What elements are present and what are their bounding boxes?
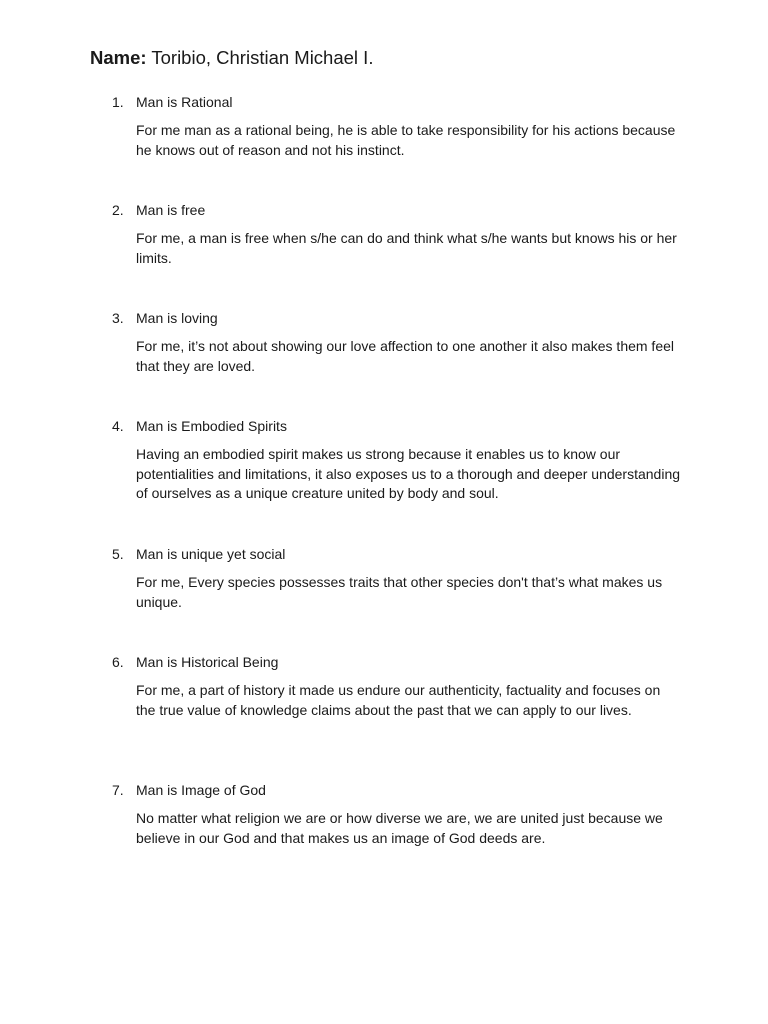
item-body: Having an embodied spirit makes us strong because it enables us to know our potentialities and limitations, it also exposes us to a thorough and deeper understanding of ourselves as a unique creature united by body and soul. [136,446,681,501]
list-item [0,92,768,200]
item-body: For me, it’s not about showing our love affection to one another it also makes them feel that they are loved. [136,338,675,374]
name-line [90,46,373,70]
list-item [0,544,768,652]
list-item [0,780,768,880]
item-heading: Man is Historical Being [136,654,279,670]
item-number: 2. [112,202,124,218]
item-heading: Man is Rational [136,94,233,110]
item-number: 7. [112,782,124,798]
item-heading: Man is free [136,202,206,218]
item-heading: Man is unique yet social [136,546,286,562]
list-item [0,308,768,416]
list-item [0,200,768,308]
item-number: 4. [112,418,124,434]
item-body: For me, a part of history it made us endure our authenticity, factuality and focuses on the true value of knowledge claims about the past that we can apply to our lives. [136,682,661,718]
list-item [0,416,768,544]
item-number: 6. [112,654,124,670]
item-body: For me, Every species possesses traits that other species don't that’s what makes us unique. [136,574,663,610]
item-heading: Man is Embodied Spirits [136,418,287,434]
item-number: 1. [112,94,124,110]
numbered-list [0,92,768,880]
item-number: 3. [112,310,124,326]
item-body: No matter what religion we are or how diverse we are, we are united just because we believe in our God and that makes us an image of God deeds are. [136,810,663,846]
item-number: 5. [112,546,124,562]
item-heading: Man is Image of God [136,782,266,798]
item-heading: Man is loving [136,310,218,326]
name-value: Toribio, Christian Michael I. [151,47,374,68]
item-body: For me man as a rational being, he is able to take responsibility for his actions because he knows out of reason and not his instinct. [136,122,676,158]
list-item [0,652,768,780]
item-body: For me, a man is free when s/he can do and think what s/he wants but knows his or her limits. [136,230,677,266]
name-label: Name: [90,47,147,68]
